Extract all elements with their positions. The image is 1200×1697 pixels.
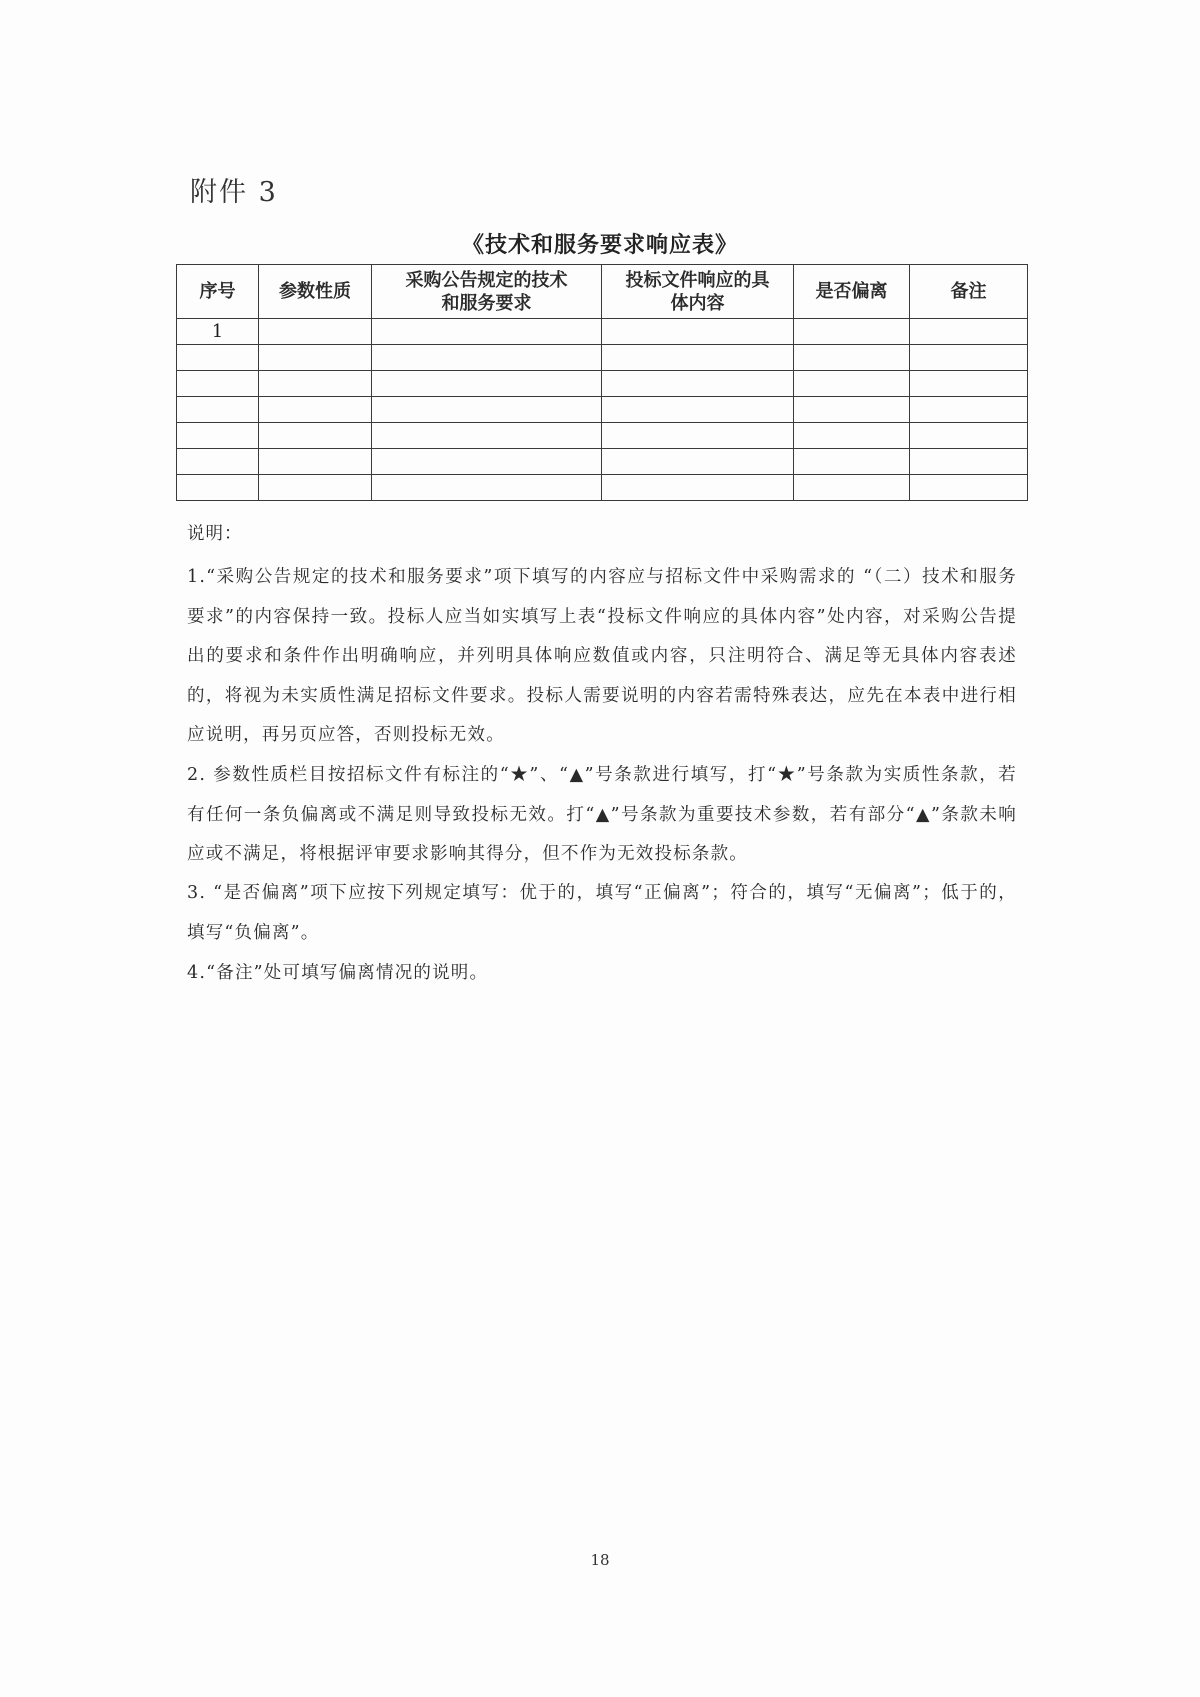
table-header-row <box>177 265 1028 319</box>
table-row <box>177 345 1028 371</box>
table-cell <box>794 449 910 475</box>
table-cell <box>259 345 372 371</box>
table-cell <box>794 475 910 501</box>
table-cell <box>602 319 794 345</box>
table-cell <box>259 423 372 449</box>
table-cell <box>602 345 794 371</box>
header-cell <box>602 265 794 319</box>
table-row <box>177 319 1028 345</box>
header-cell: 是否偏离 <box>794 265 910 319</box>
table-cell <box>259 475 372 501</box>
table-row <box>177 449 1028 475</box>
table-cell <box>910 449 1028 475</box>
table-cell <box>372 449 602 475</box>
note-item: 1.“采购公告规定的技术和服务要求”项下填写的内容应与招标文件中采购需求的 “（二）技术和服务要求”的内容保持一致。投标人应当如实填写上表“投标文件响应的具体内容”处内容，对采购公告提出的要求和条件作出明确响应，并列明具体响应数值或内容，只注明符合、满足等无具体内容表述的，将视为未实质性满足招标文件要求。投标人需要说明的内容若需特殊表达，应先在本表中进行相应说明，再另页应答，否则投标无效。 <box>187 567 1017 745</box>
table-cell <box>372 345 602 371</box>
table-cell <box>177 475 259 501</box>
notes-heading: 说明： <box>187 524 243 544</box>
table-cell <box>602 371 794 397</box>
table-cell <box>794 397 910 423</box>
table-cell <box>259 397 372 423</box>
table-row <box>177 475 1028 501</box>
table-cell <box>910 319 1028 345</box>
note-item: 3. “是否偏离”项下应按下列规定填写：优于的，填写“正偏离”；符合的，填写“无偏离”；低于的，填写“负偏离”。 <box>187 883 1017 943</box>
note-item: 2. 参数性质栏目按招标文件有标注的“★”、“▲”号条款进行填写，打“★”号条款为实质性条款，若有任何一条负偏离或不满足则导致投标无效。打“▲”号条款为重要技术参数，若有部分“▲”条款未响应或不满足，将根据评审要求影响其得分，但不作为无效投标条款。 <box>187 765 1017 864</box>
table-cell <box>177 345 259 371</box>
table-cell <box>910 475 1028 501</box>
table-title: 《技术和服务要求响应表》 <box>461 232 738 258</box>
response-table <box>176 264 1028 501</box>
table-cell <box>177 449 259 475</box>
table-cell <box>794 371 910 397</box>
table-row <box>177 423 1028 449</box>
table-cell <box>910 397 1028 423</box>
table-cell <box>602 449 794 475</box>
table-cell <box>602 475 794 501</box>
header-cell-text: 采购公告规定的技术和服务要求 <box>405 269 568 314</box>
table-cell <box>372 475 602 501</box>
header-cell <box>372 265 602 319</box>
header-cell: 序号 <box>177 265 259 319</box>
table-cell <box>259 371 372 397</box>
table-row <box>177 397 1028 423</box>
table-cell <box>177 371 259 397</box>
table-cell <box>602 423 794 449</box>
table-cell <box>794 345 910 371</box>
table-cell <box>372 397 602 423</box>
table-cell <box>910 345 1028 371</box>
table-cell <box>177 423 259 449</box>
table-cell <box>910 371 1028 397</box>
table-cell: 1 <box>177 319 259 345</box>
table-cell <box>794 319 910 345</box>
table-cell <box>372 423 602 449</box>
table-cell <box>177 397 259 423</box>
page-number: 18 <box>590 1551 610 1569</box>
table-cell <box>794 423 910 449</box>
table-row <box>177 371 1028 397</box>
table-cell <box>372 319 602 345</box>
table-body <box>177 319 1028 501</box>
table-cell <box>602 397 794 423</box>
table-cell <box>372 371 602 397</box>
table-cell <box>259 449 372 475</box>
header-cell-text: 投标文件响应的具体内容 <box>625 269 770 314</box>
attachment-label: 附件 3 <box>190 177 278 208</box>
table-cell <box>910 423 1028 449</box>
note-item: 4.“备注”处可填写偏离情况的说明。 <box>187 963 489 983</box>
table-cell <box>259 319 372 345</box>
header-cell: 备注 <box>910 265 1028 319</box>
header-cell: 参数性质 <box>259 265 372 319</box>
